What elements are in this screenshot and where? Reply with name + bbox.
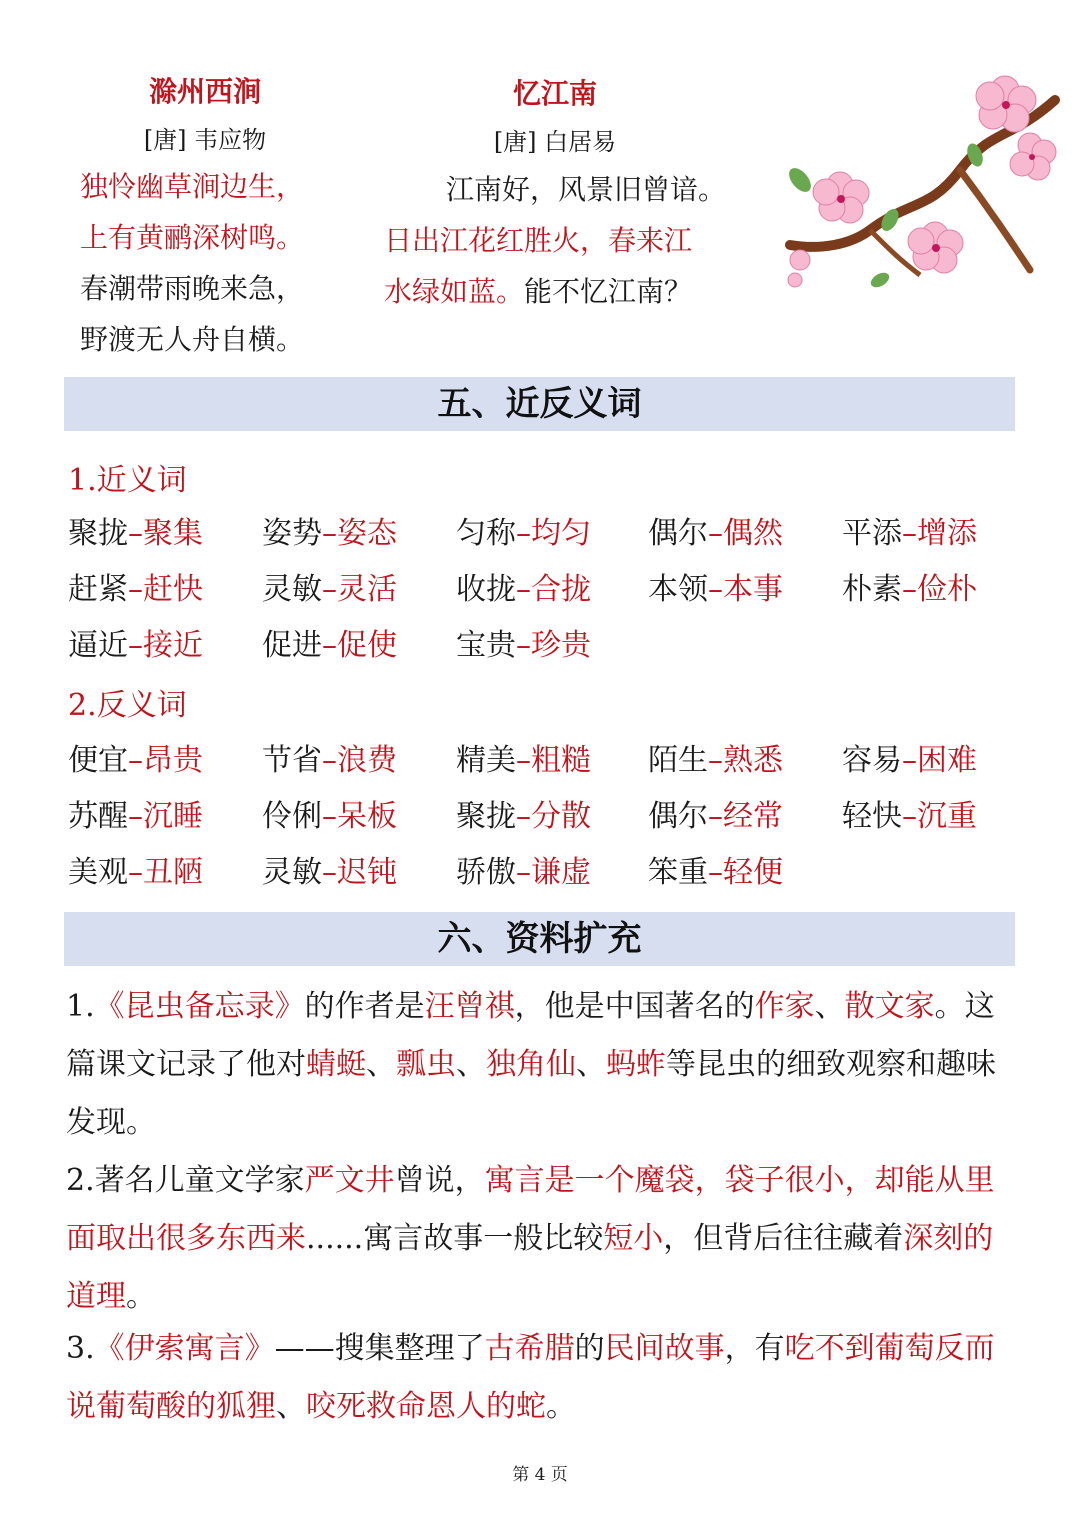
synonym-pair-word: 收拢 <box>456 572 516 607</box>
paragraph-2 <box>66 1152 1016 1326</box>
p2-segment: ，但背后往往藏着 <box>663 1221 904 1256</box>
synonym-pair: 匀称–均匀 <box>456 516 591 551</box>
p1-segment: 、 <box>576 1047 606 1082</box>
p3-segment: 、 <box>276 1389 306 1424</box>
antonym-pair-word: 苏醒 <box>68 799 128 834</box>
p1-segment: 蜻蜓 <box>306 1047 366 1082</box>
poem2-line-3-black: 能不忆江南？ <box>524 275 693 308</box>
synonym-pair-word: 宝贵 <box>456 628 516 663</box>
poem1-line-3: 春潮带雨晚来急， <box>80 272 305 305</box>
synonym-pair-match: 偶然 <box>723 516 783 551</box>
antonym-pair-match: 轻便 <box>723 855 783 890</box>
antonym-pair: 容易–困难 <box>842 743 977 778</box>
antonym-pair: 灵敏–迟钝 <box>262 855 397 890</box>
synonym-pair-word: 逼近 <box>68 628 128 663</box>
paragraph-3 <box>66 1320 1016 1436</box>
antonym-pair-match: 迟钝 <box>337 855 397 890</box>
section5-title: 五、近反义词 <box>64 377 1015 431</box>
antonym-pair-word: 灵敏 <box>262 855 322 890</box>
synonym-pair: 赶紧–赶快 <box>68 572 203 607</box>
synonym-pair-word: 促进 <box>262 628 322 663</box>
p1-segment: 散文家 <box>844 989 935 1024</box>
poem1-title: 滁州西涧 <box>148 75 261 108</box>
p3-segment: 古希腊 <box>484 1331 575 1366</box>
poem2-author: [唐] 白居易 <box>493 128 617 156</box>
synonym-pair-match: 合拢 <box>531 572 591 607</box>
antonym-pair-match: 分散 <box>531 799 591 834</box>
p1-segment: 汪曾祺 <box>424 989 515 1024</box>
synonym-pair: 逼近–接近 <box>68 628 203 663</box>
synonym-pair-match: 本事 <box>723 572 783 607</box>
synonym-pair-word: 赶紧 <box>68 572 128 607</box>
synonym-pair-match: 均匀 <box>531 516 591 551</box>
p3-segment: 3. <box>66 1331 95 1366</box>
antonym-pair: 便宜–昂贵 <box>68 743 203 778</box>
poem2-title: 忆江南 <box>512 77 597 110</box>
synonym-pair: 偶尔–偶然 <box>648 516 783 551</box>
poem2-line-3 <box>384 270 692 310</box>
synonym-pair-word: 本领 <box>648 572 708 607</box>
antonym-pair-word: 伶俐 <box>262 799 322 834</box>
poem2-line-1: 江南好，风景旧曾谙。 <box>446 173 727 206</box>
synonym-pair-match: 珍贵 <box>531 628 591 663</box>
antonym-pair-match: 浪费 <box>337 743 397 778</box>
p2-segment: ......寓言故事一般比较 <box>306 1221 604 1256</box>
synonym-pair-word: 匀称 <box>456 516 516 551</box>
p1-segment: 、 <box>814 989 845 1024</box>
synonym-pair: 宝贵–珍贵 <box>456 628 591 663</box>
antonym-pair: 美观–丑陋 <box>68 855 203 890</box>
antonym-pair-match: 昂贵 <box>143 743 203 778</box>
synonym-pair-word: 灵敏 <box>262 572 322 607</box>
poem2-line-2: 日出江花红胜火，春来江 <box>384 224 693 257</box>
p1-segment: 、 <box>366 1047 396 1082</box>
antonym-pair-word: 精美 <box>456 743 516 778</box>
synonym-pair-word: 聚拢 <box>68 516 128 551</box>
p2-segment: 。 <box>126 1279 156 1314</box>
antonym-pair-word: 美观 <box>68 855 128 890</box>
antonym-pair-match: 沉睡 <box>143 799 203 834</box>
antonym-pair-match: 困难 <box>917 743 977 778</box>
antonym-pair-match: 粗糙 <box>531 743 591 778</box>
antonym-pair-match: 呆板 <box>337 799 397 834</box>
antonym-pair-match: 经常 <box>723 799 783 834</box>
p2-segment: 曾说， <box>394 1163 485 1198</box>
antonym-pair: 骄傲–谦虚 <box>456 855 591 890</box>
synonym-pair-match: 赶快 <box>143 572 203 607</box>
antonym-pair-word: 偶尔 <box>648 799 708 834</box>
p2-segment: 寓言是一个魔袋，袋子很小，却能从里面取出很多东西来 <box>66 1163 995 1256</box>
antonym-pair-word: 聚拢 <box>456 799 516 834</box>
synonym-pair-match: 俭朴 <box>917 572 977 607</box>
synonym-pair: 聚拢–聚集 <box>68 516 203 551</box>
p1-segment: 等昆虫的细致观察和趣味发现。 <box>66 1047 996 1140</box>
antonym-pair: 聚拢–分散 <box>456 799 591 834</box>
p3-segment: 的 <box>574 1331 605 1366</box>
antonym-pair: 偶尔–经常 <box>648 799 783 834</box>
poem1-line-1: 独怜幽草涧边生， <box>80 170 305 203</box>
synonym-pair: 姿势–姿态 <box>262 516 397 551</box>
p1-segment: 1. <box>66 989 95 1024</box>
p3-segment: 。 <box>546 1389 576 1424</box>
synonym-pair-match: 姿态 <box>337 516 397 551</box>
antonym-pair: 伶俐–呆板 <box>262 799 397 834</box>
p3-segment: 民间故事 <box>604 1331 725 1366</box>
p1-segment: 《昆虫备忘录》 <box>94 989 305 1024</box>
synonym-pair-match: 接近 <box>143 628 203 663</box>
synonym-pair: 灵敏–灵活 <box>262 572 397 607</box>
antonym-pair-match: 熟悉 <box>723 743 783 778</box>
synonym-pair: 朴素–俭朴 <box>842 572 977 607</box>
antonym-pair: 轻快–沉重 <box>842 799 977 834</box>
p2-segment: 短小 <box>603 1221 664 1256</box>
p3-segment: 吃不到葡萄反而说葡萄酸的狐狸 <box>66 1331 995 1424</box>
synonym-pair-match: 灵活 <box>337 572 397 607</box>
synonym-pair-word: 朴素 <box>842 572 902 607</box>
synonym-pair-match: 促使 <box>337 628 397 663</box>
p3-segment: 咬死救命恩人的蛇 <box>306 1389 546 1424</box>
p3-segment: ，有 <box>724 1331 785 1366</box>
p2-segment: 严文井 <box>304 1163 395 1198</box>
poem1-line-4: 野渡无人舟自横。 <box>80 323 305 356</box>
antonym-pair: 笨重–轻便 <box>648 855 783 890</box>
antonym-pair-match: 丑陋 <box>143 855 203 890</box>
poem2-line-3-red: 水绿如蓝。 <box>384 275 525 308</box>
p1-segment: 。这篇课文记录了他对 <box>66 989 995 1082</box>
antonym-pair-word: 骄傲 <box>456 855 516 890</box>
antonym-pair-word: 容易 <box>842 743 902 778</box>
peach-blossom-illustration <box>760 60 1060 320</box>
synonym-pair-match: 增添 <box>917 516 977 551</box>
p1-segment: 作家 <box>754 989 815 1024</box>
synonym-pair-word: 偶尔 <box>648 516 708 551</box>
p2-segment: 深刻的道理 <box>66 1221 994 1314</box>
poem1-author: [唐] 韦应物 <box>143 126 267 154</box>
p1-segment: 、 <box>456 1047 486 1082</box>
antonym-pair: 陌生–熟悉 <box>648 743 783 778</box>
p1-segment: 蚂蚱 <box>606 1047 666 1082</box>
synonym-pair: 收拢–合拢 <box>456 572 591 607</box>
poem1-line-2: 上有黄鹂深树鸣。 <box>80 221 305 254</box>
antonym-pair: 精美–粗糙 <box>456 743 591 778</box>
antonym-pair: 节省–浪费 <box>262 743 397 778</box>
p1-segment: 独角仙 <box>486 1047 576 1082</box>
page-number: 第 4 页 <box>512 1465 568 1485</box>
synonyms-heading: 1.近义词 <box>68 463 187 498</box>
antonym-pair-word: 陌生 <box>648 743 708 778</box>
antonym-pair: 苏醒–沉睡 <box>68 799 203 834</box>
synonym-pair: 本领–本事 <box>648 572 783 607</box>
synonym-pair-match: 聚集 <box>143 516 203 551</box>
p2-segment: 2.著名儿童文学家 <box>66 1163 305 1198</box>
synonym-pair: 平添–增添 <box>842 516 977 551</box>
antonym-pair-match: 沉重 <box>917 799 977 834</box>
antonym-pair-word: 笨重 <box>648 855 708 890</box>
antonym-pair-word: 节省 <box>262 743 322 778</box>
p3-segment: ——搜集整理了 <box>274 1331 485 1366</box>
antonyms-heading: 2.反义词 <box>68 688 187 723</box>
p1-segment: 的作者是 <box>304 989 425 1024</box>
p1-segment: ，他是中国著名的 <box>514 989 755 1024</box>
p3-segment: 《伊索寓言》 <box>94 1331 275 1366</box>
antonym-pair-word: 轻快 <box>842 799 902 834</box>
synonym-pair-word: 姿势 <box>262 516 322 551</box>
antonym-pair-match: 谦虚 <box>531 855 591 890</box>
p1-segment: 瓢虫 <box>396 1047 456 1082</box>
paragraph-1 <box>66 978 1016 1152</box>
antonym-pair-word: 便宜 <box>68 743 128 778</box>
synonym-pair: 促进–促使 <box>262 628 397 663</box>
synonym-pair-word: 平添 <box>842 516 902 551</box>
section6-title: 六、资料扩充 <box>64 912 1015 966</box>
